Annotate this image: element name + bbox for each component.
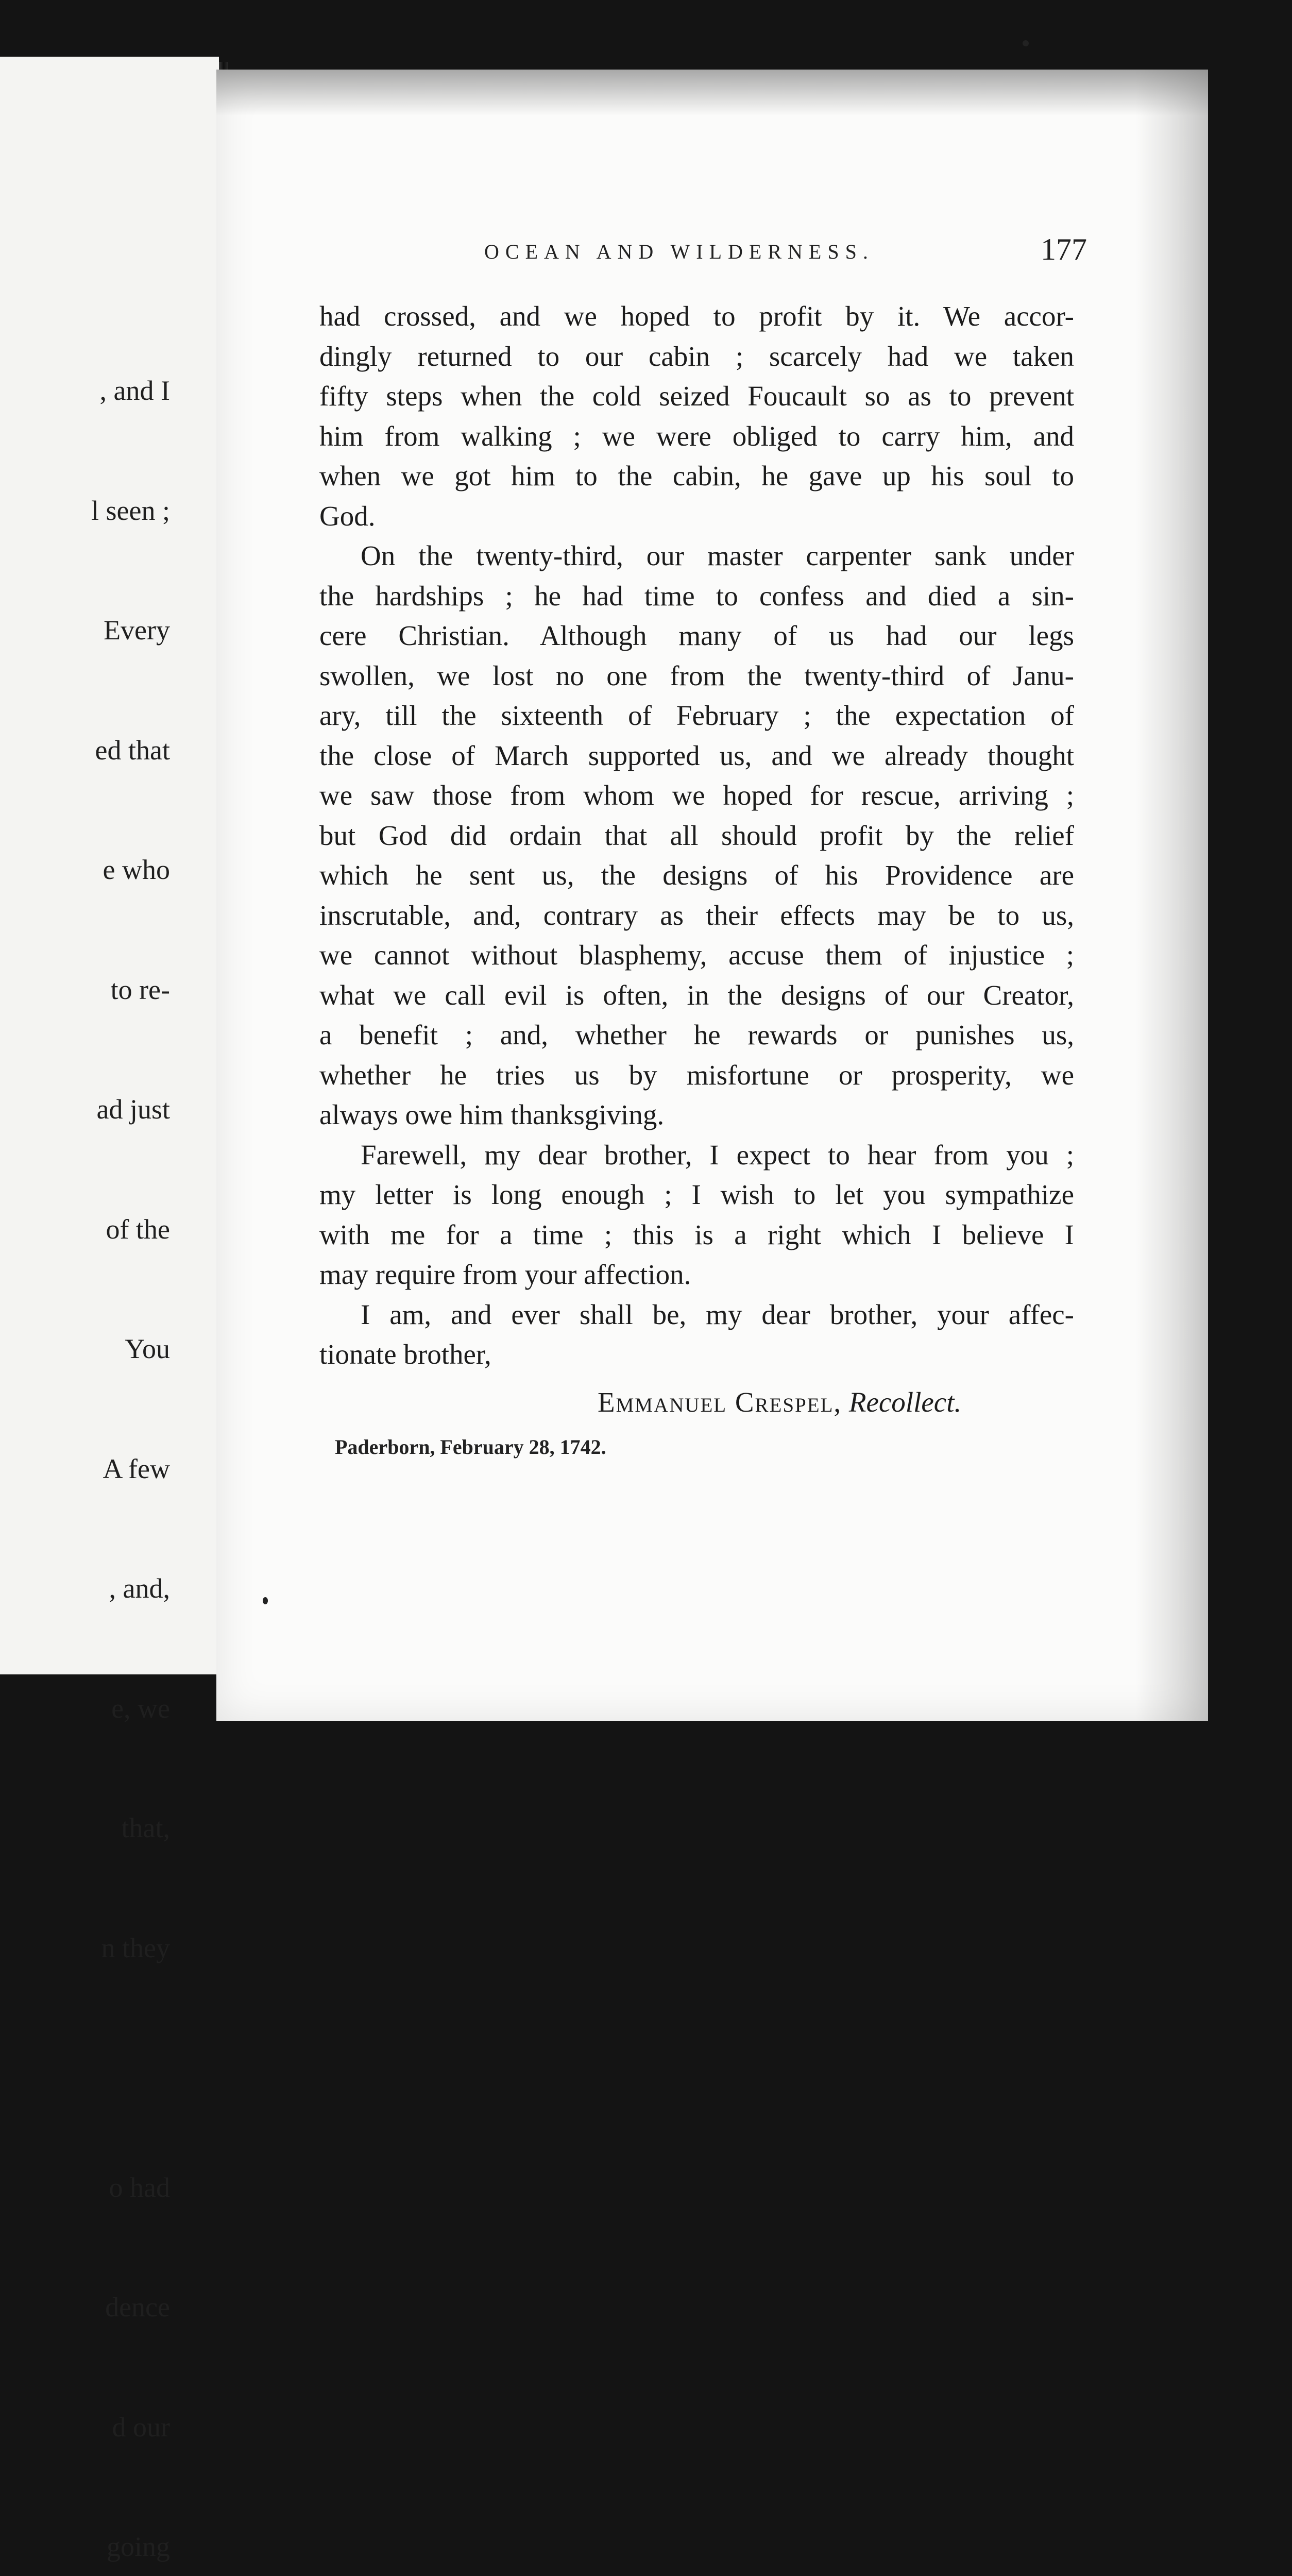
- previous-page-line: e who: [103, 854, 170, 885]
- text-line: when we got him to the cabin, he gave up his soul to: [319, 460, 1074, 492]
- text-line: fifty steps when the cold seized Foucault so as to prevent: [319, 380, 1074, 412]
- previous-page-line: ed that: [95, 734, 170, 766]
- previous-page-line: n they: [101, 1932, 170, 1963]
- text-line: whether he tries us by misfortune or prosperity, we: [319, 1059, 1074, 1091]
- previous-page-line: [91, 2048, 170, 2088]
- text-line: cere Christian. Although many of us had our legs: [319, 620, 1074, 651]
- previous-page-line: d our: [112, 2411, 170, 2443]
- page-number: 177: [1041, 232, 1087, 266]
- text-line: swollen, we lost no one from the twenty-third of Janu-: [319, 659, 1074, 691]
- text-line: may require from your affection.: [319, 1259, 691, 1290]
- previous-page-line: You: [125, 1333, 170, 1364]
- previous-page-line: of the: [106, 1213, 170, 1245]
- text-line: the close of March supported us, and we already thought: [319, 739, 1074, 771]
- letter-signature: [598, 1386, 961, 1418]
- previous-page: [0, 57, 219, 2562]
- previous-page-line: that,: [121, 1812, 170, 1843]
- signature-name: Emmanuel Crespel,: [598, 1386, 842, 1418]
- text-line: what we call evil is often, in the designs of our Creator,: [319, 979, 1074, 1011]
- page-top-shadow: [216, 70, 1208, 116]
- letter-dateline: Paderborn, February 28, 1742.: [335, 1435, 606, 1459]
- signature-title: Recollect.: [848, 1386, 962, 1418]
- text-line: but God did ordain that all should profit by the relief: [319, 819, 1074, 851]
- text-line: On the twenty-third, our master carpenter sank under: [361, 540, 1074, 571]
- text-line: always owe him thanksgiving.: [319, 1099, 665, 1130]
- previous-page-line: , and,: [109, 1573, 170, 1604]
- text-line: we cannot without blasphemy, accuse them of injustice ;: [319, 939, 1074, 971]
- text-line: God.: [319, 500, 376, 532]
- text-line: the hardships ; he had time to confess and died a sin-: [319, 580, 1074, 612]
- text-line: dingly returned to our cabin ; scarcely had we taken: [319, 340, 1074, 372]
- text-line: with me for a time ; this is a right which I believe I: [319, 1218, 1074, 1250]
- previous-page-line: going: [106, 2531, 170, 2562]
- previous-page-line: Every: [104, 615, 170, 646]
- current-page: [216, 70, 1208, 1721]
- text-line: my letter is long enough ; I wish to let you sympathize: [319, 1179, 1074, 1210]
- previous-page-text: [91, 291, 170, 2576]
- text-line: we saw those from whom we hoped for rescue, arriving ;: [319, 779, 1074, 811]
- previous-page-line: to re-: [110, 974, 170, 1005]
- running-head: OCEAN AND WILDERNESS.: [484, 240, 874, 263]
- previous-page-line: dence: [105, 2292, 170, 2323]
- text-line: him from walking ; we were obliged to carry him, and: [319, 420, 1074, 452]
- body-text: [319, 296, 1074, 1375]
- previous-page-line: A few: [103, 1453, 170, 1484]
- text-line: a benefit ; and, whether he rewards or punishes us,: [319, 1019, 1074, 1050]
- scan-speck: [1023, 40, 1029, 46]
- previous-page-line: ad just: [96, 1094, 170, 1125]
- text-line: Farewell, my dear brother, I expect to hear from you ;: [361, 1139, 1074, 1171]
- previous-page-line: , and I: [99, 375, 170, 406]
- text-line: which he sent us, the designs of his Providence are: [319, 859, 1074, 891]
- text-line: I am, and ever shall be, my dear brother, your affec-: [361, 1298, 1074, 1330]
- text-line: inscrutable, and, contrary as their effects may be to us,: [319, 899, 1074, 931]
- previous-page-line: o had: [109, 2172, 170, 2203]
- text-line: ary, till the sixteenth of February ; the expectation of: [319, 700, 1074, 731]
- page-edge-shadow: [1136, 70, 1208, 1721]
- previous-page-line: l seen ;: [91, 495, 170, 526]
- text-line: had crossed, and we hoped to profit by it. We accor-: [319, 300, 1074, 332]
- text-line: tionate brother,: [319, 1338, 491, 1370]
- previous-page-line: e, we: [111, 1692, 170, 1724]
- scan-speck: [263, 1597, 268, 1604]
